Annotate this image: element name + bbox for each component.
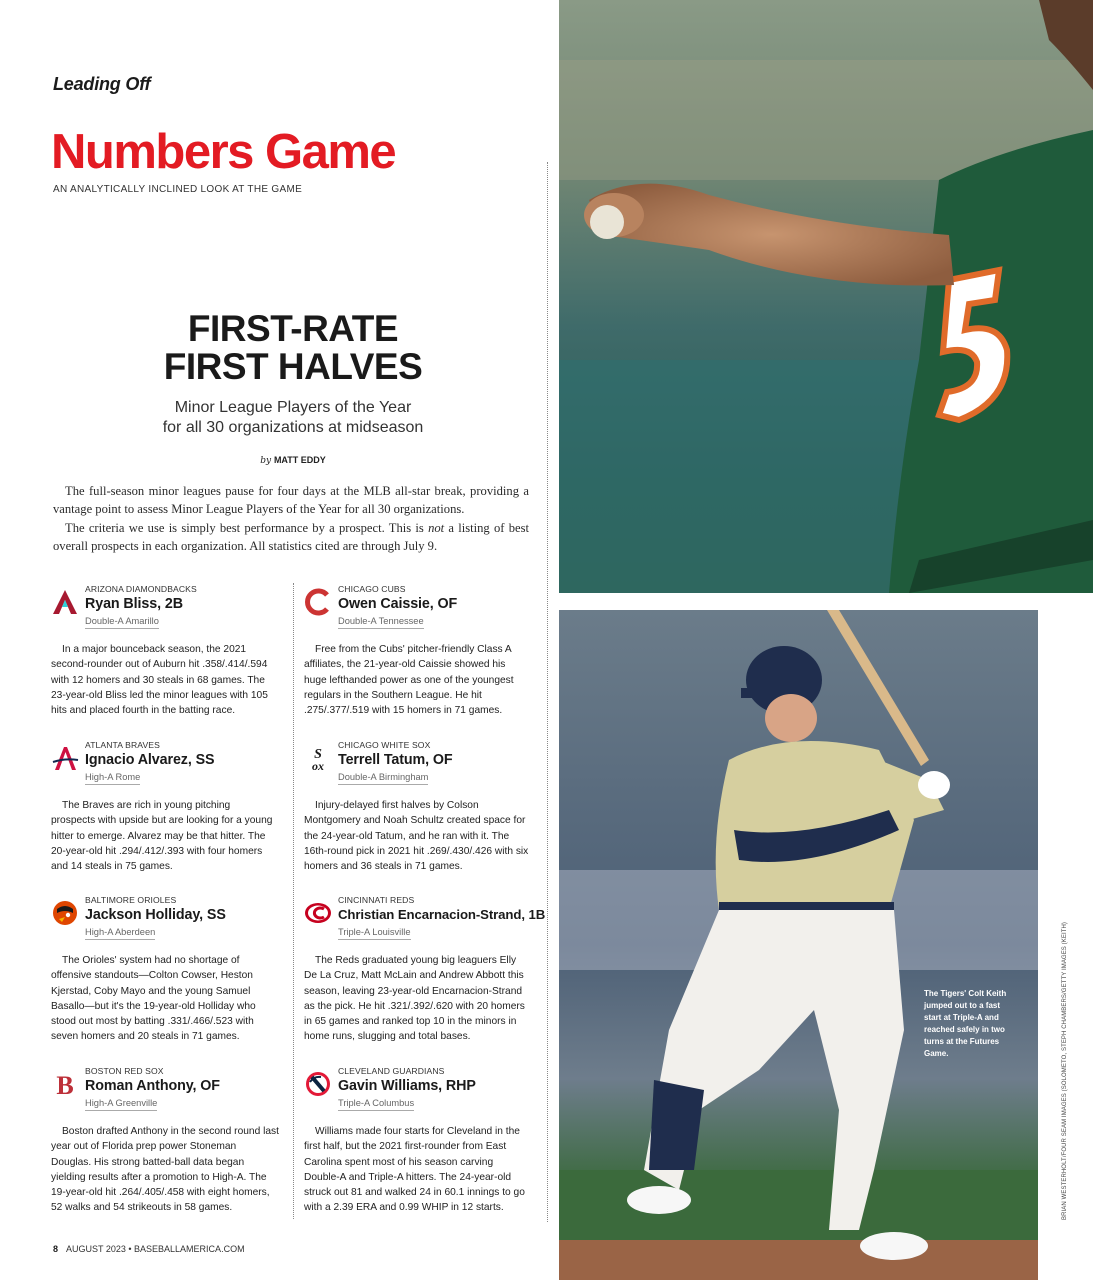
byline-prefix: by <box>260 456 272 466</box>
byline-author: MATT EDDY <box>273 455 326 465</box>
byline <box>110 455 476 466</box>
player-level: High-A Rome <box>85 772 140 785</box>
headline-line: FIRST-RATE <box>187 308 399 349</box>
team-name: CINCINNATI REDS <box>338 895 415 905</box>
dek-line: for all 30 organizations at midseason <box>162 419 424 436</box>
player-level: Double-A Tennessee <box>338 616 424 629</box>
reds-logo <box>304 899 332 927</box>
headline-line: FIRST HALVES <box>163 346 423 387</box>
intro-text: The criteria we use is simply best performance by a prospect. This is <box>65 520 429 535</box>
team-name: CHICAGO WHITE SOX <box>338 740 431 750</box>
column-divider <box>293 583 294 1219</box>
player-name: Owen Caissie, OF <box>338 596 458 612</box>
player-summary: The Reds graduated young big leaguers Elly De La Cruz, Matt McLain and Andrew Abbott this season, leaving 23-year-old Encarnacion-Strand as the pick. He hit .321/.392/.620 with 20 homers in 65 games and ranked top 10 in the minors in home runs, slugging and total bases. <box>304 955 525 1043</box>
player-level: Triple-A Louisville <box>338 927 411 940</box>
cubs-logo <box>304 588 332 616</box>
player-name: Christian Encarnacion-Strand, 1B <box>338 907 546 922</box>
section-label: Leading Off <box>53 74 151 94</box>
svg-text:ox: ox <box>312 759 324 772</box>
team-name: BOSTON RED SOX <box>85 1066 164 1076</box>
svg-text:B: B <box>56 1071 74 1098</box>
braves-logo <box>51 744 79 772</box>
intro-paragraph <box>53 519 529 556</box>
batter-photo <box>559 610 1038 1280</box>
white-sox-logo <box>304 744 332 772</box>
issue-line: AUGUST 2023 • BASEBALLAMERICA.COM <box>66 1244 245 1254</box>
team-name: CHICAGO CUBS <box>338 584 406 594</box>
player-level: Double-A Birmingham <box>338 772 428 785</box>
intro-text: a listing of best overall prospects in each organization. All statistics cited are through July 9. <box>53 520 529 553</box>
player-name: Ryan Bliss, 2B <box>85 596 183 612</box>
department-tagline: AN ANALYTICALLY INCLINED LOOK AT THE GAME <box>53 184 303 195</box>
player-summary: Boston drafted Anthony in the second round last year out of Florida prep power Stoneman Douglas. His strong batted-ball data began yielding results after a promotion to High-A. The 19-year-old hit .264/.405/.458 with eight homers, 52 walks and 54 strikeouts in 58 games. <box>51 1126 279 1214</box>
player-level: High-A Greenville <box>85 1098 157 1111</box>
player-summary: The Orioles' system had no shortage of offensive standouts—Colton Cowser, Heston Kjerstad, Coby Mayo and the young Samuel Basallo—but it's the 19-year-old Holliday who stood out most by batting .331/.466/.523 with seven homers and 20 steals in 71 games. <box>51 955 256 1043</box>
player-name: Terrell Tatum, OF <box>338 752 453 768</box>
page-divider <box>547 162 548 1222</box>
player-summary: In a major bounceback season, the 2021 second-rounder out of Auburn hit .358/.414/.594 with 12 homers and 30 steals in 68 games. The 23-year-old Bliss led the minor leagues with 105 hits and placed fourth in the batting race. <box>51 644 268 717</box>
intro-paragraph: The full-season minor leagues pause for four days at the MLB all-star break, providing a vantage point to assess Minor League Players of the Year for all 30 organizations. <box>53 484 529 517</box>
player-summary: Free from the Cubs' pitcher-friendly Class A affiliates, the 21-year-old Caissie showed his huge lefthanded power as one of the youngest regulars in the Southern League. He hit .275/.377/.519 with 15 homers in 71 games. <box>304 644 514 717</box>
player-summary: The Braves are rich in young pitching prospects with upside but are looking for a young hitter to emerge. Alvarez may be that hitter. The 20-year-old hit .294/.412/.393 with four homers and 14 steals in 75 games. <box>51 800 273 873</box>
orioles-logo <box>51 899 79 927</box>
batter-illustration <box>559 610 1038 1280</box>
svg-text:S: S <box>314 747 322 762</box>
dek-line: Minor League Players of the Year <box>174 399 412 416</box>
article-dek <box>110 398 476 438</box>
player-name: Roman Anthony, OF <box>85 1078 220 1094</box>
player-name: Gavin Williams, RHP <box>338 1078 476 1094</box>
diamondbacks-logo <box>51 588 79 616</box>
pitcher-photo <box>559 0 1093 593</box>
player-summary: Injury-delayed first halves by Colson Montgomery and Noah Schultz created space for the 24-year-old Tatum, and he ran with it. The 16th-round pick in 2021 hit .269/.430/.426 with six homers and 36 steals in 71 games. <box>304 800 529 873</box>
team-name: ARIZONA DIAMONDBACKS <box>85 584 197 594</box>
article-headline <box>110 310 476 386</box>
guardians-logo <box>304 1070 332 1098</box>
player-name: Ignacio Alvarez, SS <box>85 752 215 768</box>
player-level: Triple-A Columbus <box>338 1098 414 1111</box>
team-name: BALTIMORE ORIOLES <box>85 895 177 905</box>
team-name: ATLANTA BRAVES <box>85 740 160 750</box>
team-name: CLEVELAND GUARDIANS <box>338 1066 445 1076</box>
page-number: 8 <box>53 1244 59 1254</box>
player-level: Double-A Amarillo <box>85 616 159 629</box>
player-summary: Williams made four starts for Cleveland in the first half, but the 2021 first-rounder from East Carolina spent most of his season carving Double-A and Triple-A hitters. The 24-year-old struck out 81 and walked 24 in 60.1 innings to go with a 2.39 ERA and 0.99 WHIP in 12 starts. <box>304 1126 525 1214</box>
player-level: High-A Aberdeen <box>85 927 155 940</box>
red-sox-logo <box>51 1070 79 1098</box>
photo-caption: The Tigers' Colt Keith jumped out to a fast start at Triple-A and reached safely in two turns at the Futures Game. <box>924 989 1007 1058</box>
department-title: Numbers Game <box>51 125 396 179</box>
photo-credit: BRIAN WESTERHOLT/FOUR SEAM IMAGES (SOLOMETO, STEPH CHAMBERS/GETTY IMAGES (KEITH) <box>1062 921 1068 1220</box>
intro-emphasis: not <box>428 520 445 535</box>
player-name: Jackson Holliday, SS <box>85 907 226 923</box>
page-footer <box>53 1244 245 1254</box>
pitcher-illustration <box>559 0 1093 593</box>
article-intro <box>53 482 529 555</box>
